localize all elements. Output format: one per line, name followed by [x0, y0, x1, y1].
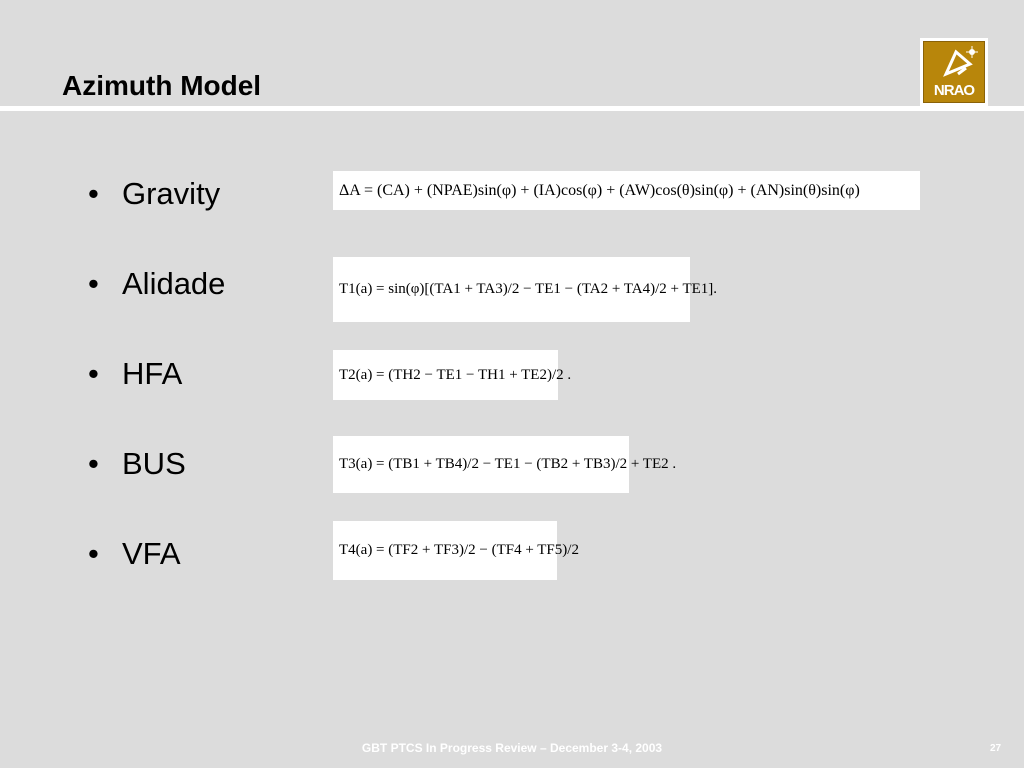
title-divider — [0, 106, 1024, 111]
dish-icon — [926, 44, 984, 84]
equation-vfa — [333, 521, 579, 580]
equation-bus — [333, 436, 677, 493]
slide-footer: GBT PTCS In Progress Review – December 3-4, 2003 — [361, 741, 663, 755]
logo-text: NRAO — [933, 82, 975, 99]
equation-bus-text: T3(a) = (TB1 + TB4)/2 − TE1 − (TB2 + TB3)/2 + TE2 . — [339, 456, 677, 472]
bullet-alidade: • Alidade — [88, 266, 226, 301]
page-number: 27 — [990, 743, 1002, 754]
bullet-label: Gravity — [122, 176, 221, 211]
slide-title: Azimuth Model — [62, 70, 262, 101]
equation-alidade-text: T1(a) = sin(φ)[(TA1 + TA3)/2 − TE1 − (TA2 + TA4)/2 + TE1]. — [339, 281, 718, 297]
equation-gravity — [333, 171, 920, 210]
equation-alidade — [333, 257, 718, 322]
bullet-gravity: • Gravity — [88, 176, 221, 211]
bullet-label: VFA — [122, 536, 181, 571]
bullet-label: Alidade — [122, 266, 226, 301]
bullet-hfa: • HFA — [88, 356, 183, 391]
bullet-vfa: • VFA — [88, 536, 181, 571]
equation-vfa-text: T4(a) = (TF2 + TF3)/2 − (TF4 + TF5)/2 — [339, 542, 579, 558]
bullet-label: BUS — [122, 446, 186, 481]
logo-badge — [923, 41, 985, 103]
nrao-logo — [920, 38, 988, 106]
bullet-label: HFA — [122, 356, 183, 391]
equation-gravity-text: ΔA = (CA) + (NPAE)sin(φ) + (IA)cos(φ) + (AW)cos(θ)sin(φ) + (AN)sin(θ)sin(φ) — [339, 181, 860, 199]
equation-hfa — [333, 350, 572, 400]
bullet-bus: • BUS — [88, 446, 186, 481]
equation-hfa-text: T2(a) = (TH2 − TE1 − TH1 + TE2)/2 . — [339, 366, 572, 383]
